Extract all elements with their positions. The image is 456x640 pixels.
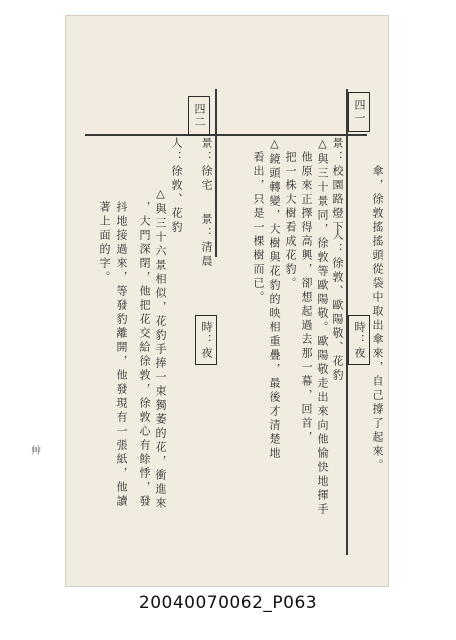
scene-41-heading: 景：校園路燈下 xyxy=(331,137,344,235)
scene-42-heading: 景：徐宅 xyxy=(200,137,213,193)
scene-42-setting: 景：清晨 xyxy=(200,213,213,269)
vertical-rule-middle xyxy=(215,89,217,257)
image-caption: 20040070062_P063 xyxy=(138,593,318,613)
margin-mark: 艸 xyxy=(31,446,41,457)
scene-42-direction-3: 抖地接過來，等發豹離開，他發現有一張紙，他讀 xyxy=(115,201,128,509)
scene-42-direction-4: 著上面的字。 xyxy=(98,201,111,285)
scene-42-time: 時：夜 xyxy=(195,315,217,365)
scene-41-characters: 人：徐敦、歐陽敬、花豹 xyxy=(331,229,344,383)
scene-41-direction-1: △與三十景同，徐敦等歐陽敬。歐陽敬走出來向他愉快地揮手 xyxy=(316,137,329,517)
scene-41-number: 四一 xyxy=(348,92,370,132)
scene-42-characters: 人：徐敦、花豹 xyxy=(170,137,183,235)
scene-42-direction-1: △與三十六景相似，花豹手捧一束獨萎的花，衝進來 xyxy=(154,187,167,511)
scene-41-direction-4: △鏡頭轉變，大樹與花豹的映相重疊，最後才清楚地 xyxy=(268,137,281,461)
document-page xyxy=(65,15,389,587)
scene-41-direction-2: 他原來正擇得高興，卻想起過去那一幕，回首， xyxy=(300,151,313,445)
scene-42-direction-2: ，大門深閉，他把花交給徐敦，徐敦心有餘悸，發 xyxy=(138,201,151,509)
scene-41-time: 時：夜 xyxy=(348,315,370,365)
scene-41-direction-3: 把一株大樹看成花豹。 xyxy=(284,151,297,291)
scene-41-carryover: 傘，徐敦搖搖頭從袋中取出傘來，自己撐了起來。 xyxy=(371,165,384,473)
scene-42-number: 四二 xyxy=(188,96,210,136)
scene-41-direction-5: 看出，只是一棵樹而已。 xyxy=(252,151,265,305)
top-rule xyxy=(85,134,367,136)
